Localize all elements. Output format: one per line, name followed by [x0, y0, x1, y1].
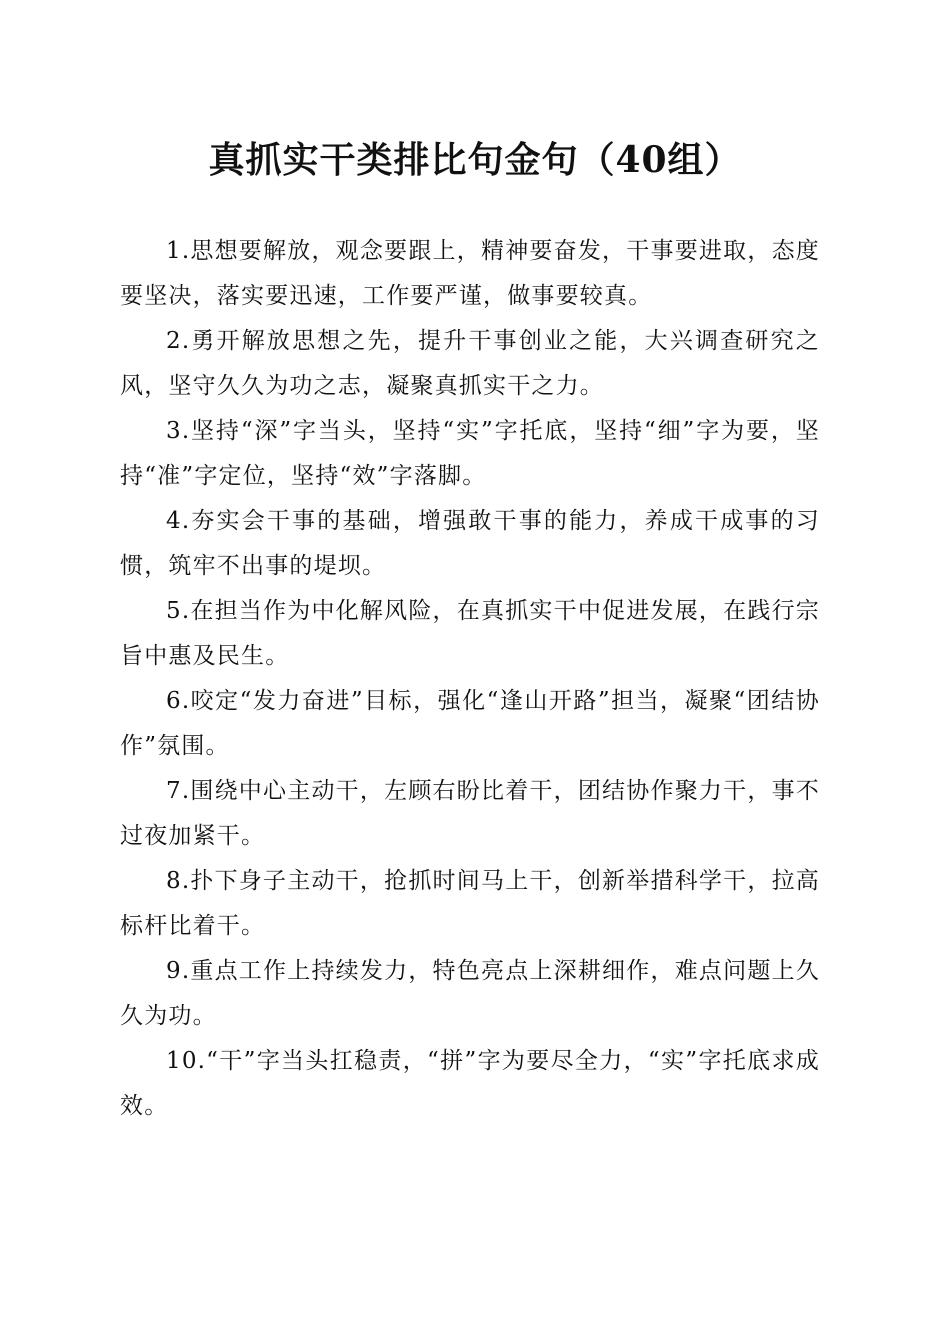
document-title: 真抓实干类排比句金句（40组） [208, 139, 742, 181]
paragraph-3: 3.坚持“深”字当头，坚持“实”字托底，坚持“细”字为要，坚持“准”字定位，坚持“效”字落脚。 [120, 418, 820, 489]
paragraph-6: 6.咬定“发力奋进”目标，强化“逢山开路”担当，凝聚“团结协作”氛围。 [120, 688, 820, 759]
paragraph-9: 9.重点工作上持续发力，特色亮点上深耕细作，难点问题上久久为功。 [120, 958, 820, 1029]
paragraph-2: 2.勇开解放思想之先，提升干事创业之能，大兴调查研究之风，坚守久久为功之志，凝聚真抓实干之力。 [120, 328, 820, 399]
paragraph-7: 7.围绕中心主动干，左顾右盼比着干，团结协作聚力干，事不过夜加紧干。 [120, 778, 820, 849]
paragraph-10: 10.“干”字当头扛稳责，“拼”字为要尽全力，“实”字托底求成效。 [120, 1048, 820, 1119]
paragraph-5: 5.在担当作为中化解风险，在真抓实干中促进发展，在践行宗旨中惠及民生。 [120, 598, 820, 669]
document-body [120, 229, 820, 1129]
paragraph-8: 8.扑下身子主动干，抢抓时间马上干，创新举措科学干，拉高标杆比着干。 [120, 868, 820, 939]
paragraph-4: 4.夯实会干事的基础，增强敢干事的能力，养成干成事的习惯，筑牢不出事的堤坝。 [120, 508, 820, 579]
paragraph-1: 1.思想要解放，观念要跟上，精神要奋发，干事要进取，态度要坚决，落实要迅速，工作要严谨，做事要较真。 [120, 238, 820, 309]
